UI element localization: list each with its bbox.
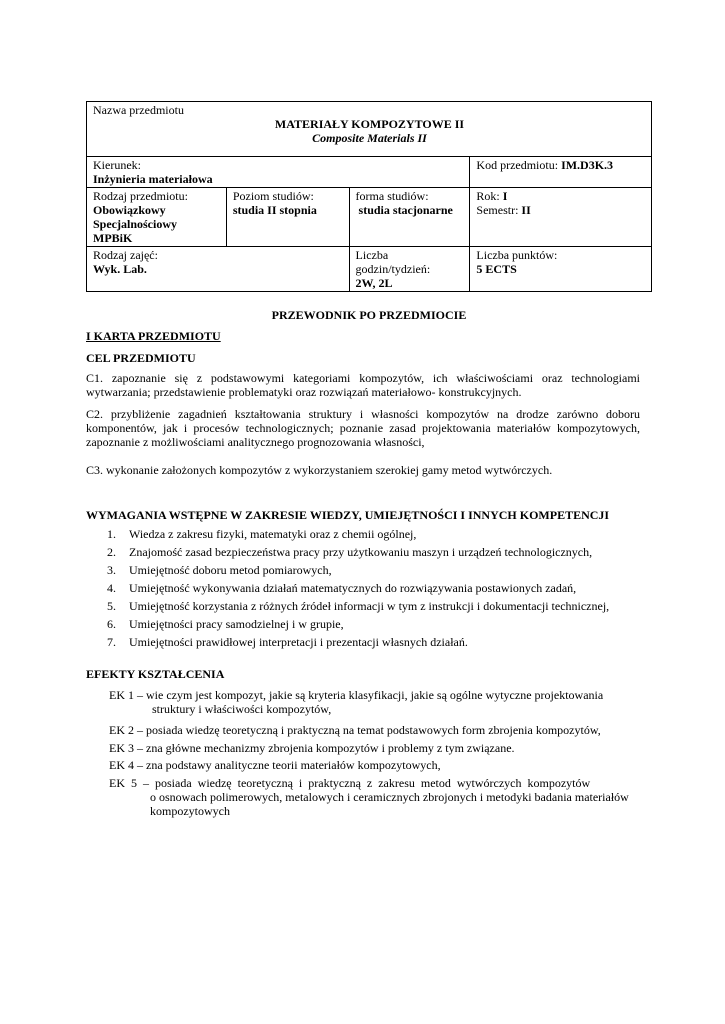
course-title: MATERIAŁY KOMPOZYTOWE II [274,117,465,131]
ek5-line3: kompozytowych [150,804,230,818]
guide-title: PRZEWODNIK PO PRZEDMIOCIE [271,308,467,322]
godzin-cell [349,247,470,292]
forma-label: forma studiów: [355,189,429,203]
ek1 [109,688,640,716]
ek5-line1: EK 5 – posiada wiedzę teoretyczną i praktyczną z zakresu metod wytwórczych kompozytów [109,776,591,790]
godzin-label: Liczba godzin/tydzień: [355,248,431,276]
poziom-label: Poziom studiów: [232,189,314,203]
semestr-value: II [521,203,531,217]
section-cel-heading: CEL PRZEDMIOTU [86,351,196,365]
godzin-value: 2W, 2L [355,276,393,290]
cel-c3: C3. wykonanie założonych kompozytów z wykorzystaniem szerokiej gamy metod wytwórczych. [86,463,553,477]
punktow-cell [470,247,652,292]
rodzaj-value-3: MPBiK [93,231,133,245]
zajec-cell [87,247,350,292]
poziom-cell [226,188,349,247]
rodzaj-value-1: Obowiązkowy [93,203,166,217]
course-name-label: Nazwa przedmiotu [93,103,184,117]
rok-value: I [502,189,508,203]
punktow-value: 5 ECTS [476,262,517,276]
punktow-label: Liczba punktów: [476,248,558,262]
semestr-label: Semestr: [476,203,522,217]
zajec-label: Rodzaj zajęć: [93,248,158,262]
ek3: EK 3 – zna główne mechanizmy zbrojenia kompozytów i problemy z tym związane. [109,741,515,755]
forma-cell [349,188,470,247]
forma-value: studia stacjonarne [358,203,453,217]
rodzaj-label: Rodzaj przedmiotu: [93,189,188,203]
section-karta-heading: I KARTA PRZEDMIOTU [86,329,221,343]
kierunek-label: Kierunek: [93,158,141,172]
requirements-list [86,527,652,653]
course-name-cell [87,102,652,157]
list-item: 1. Wiedza z zakresu fizyki, matematyki oraz z chemii ogólnej, [107,527,417,541]
section-efekty-heading: EFEKTY KSZTAŁCENIA [86,667,225,681]
cel-c2: C2. przybliżenie zagadnień kształtowania struktury i własności kompozytów na drodze zarówno doboru komponentów, jak i procesów technologicznych; poznanie zasad projektowania materiałów kompozytowych, zapoznanie z możliwościami analitycznego prognozowania własności, [86,407,640,449]
course-info-table [86,101,652,292]
list-item: 3. Umiejętność doboru metod pomiarowych, [107,563,332,577]
ek2: EK 2 – posiada wiedzę teoretyczną i praktyczną na temat podstawowych form zbrojenia kompozytów, [109,723,601,737]
ek4: EK 4 – zna podstawy analityczne teorii materiałów kompozytowych, [109,758,441,772]
rok-cell [470,188,652,247]
ek1-line1: EK 1 – wie czym jest kompozyt, jakie są kryteria klasyfikacji, jakie są ogólne wytyczne projektowania [109,688,604,702]
list-item: 6. Umiejętności pracy samodzielnej i w grupie, [107,617,344,631]
list-item: 5. Umiejętność korzystania z różnych źródeł informacji w tym z instrukcji i dokumentacji technicznej, [107,599,610,613]
ek1-line2: struktury i właściwości kompozytów, [152,702,332,716]
ek5-line2: o osnowach polimerowych, metalowych i ceramicznych zbrojonych i metodyki badania materiałów [150,790,629,804]
course-subtitle: Composite Materials II [312,131,427,145]
kod-cell [470,157,652,188]
poziom-value: studia II stopnia [232,203,317,217]
kod-value: IM.D3K.3 [561,158,614,172]
kod-label: Kod przedmiotu: [476,158,562,172]
ek5 [109,776,640,818]
rodzaj-value-2: Specjalnościowy [93,217,177,231]
list-item: 4. Umiejętność wykonywania działań matematycznych do rozwiązywania postawionych zadań, [107,581,577,595]
rodzaj-cell [87,188,227,247]
kierunek-value: Inżynieria materiałowa [93,172,213,186]
kierunek-cell [87,157,470,188]
rok-label: Rok: [476,189,503,203]
list-item: 7. Umiejętności prawidłowej interpretacji i prezentacji własnych działań. [107,635,468,649]
list-item: 2. Znajomość zasad bezpieczeństwa pracy przy użytkowaniu maszyn i urządzeń technologicznych, [107,545,593,559]
section-wymagania-heading: WYMAGANIA WSTĘPNE W ZAKRESIE WIEDZY, UMIEJĘTNOŚCI I INNYCH KOMPETENCJI [86,508,610,522]
zajec-value: Wyk. Lab. [93,262,147,276]
cel-c1: C1. zapoznanie się z podstawowymi kategoriami kompozytów, ich właściwościami oraz technologiami wytwarzania; przedstawienie problematyki oraz rozwiązań materiałowo- konstrukcyjnych. [86,371,640,399]
